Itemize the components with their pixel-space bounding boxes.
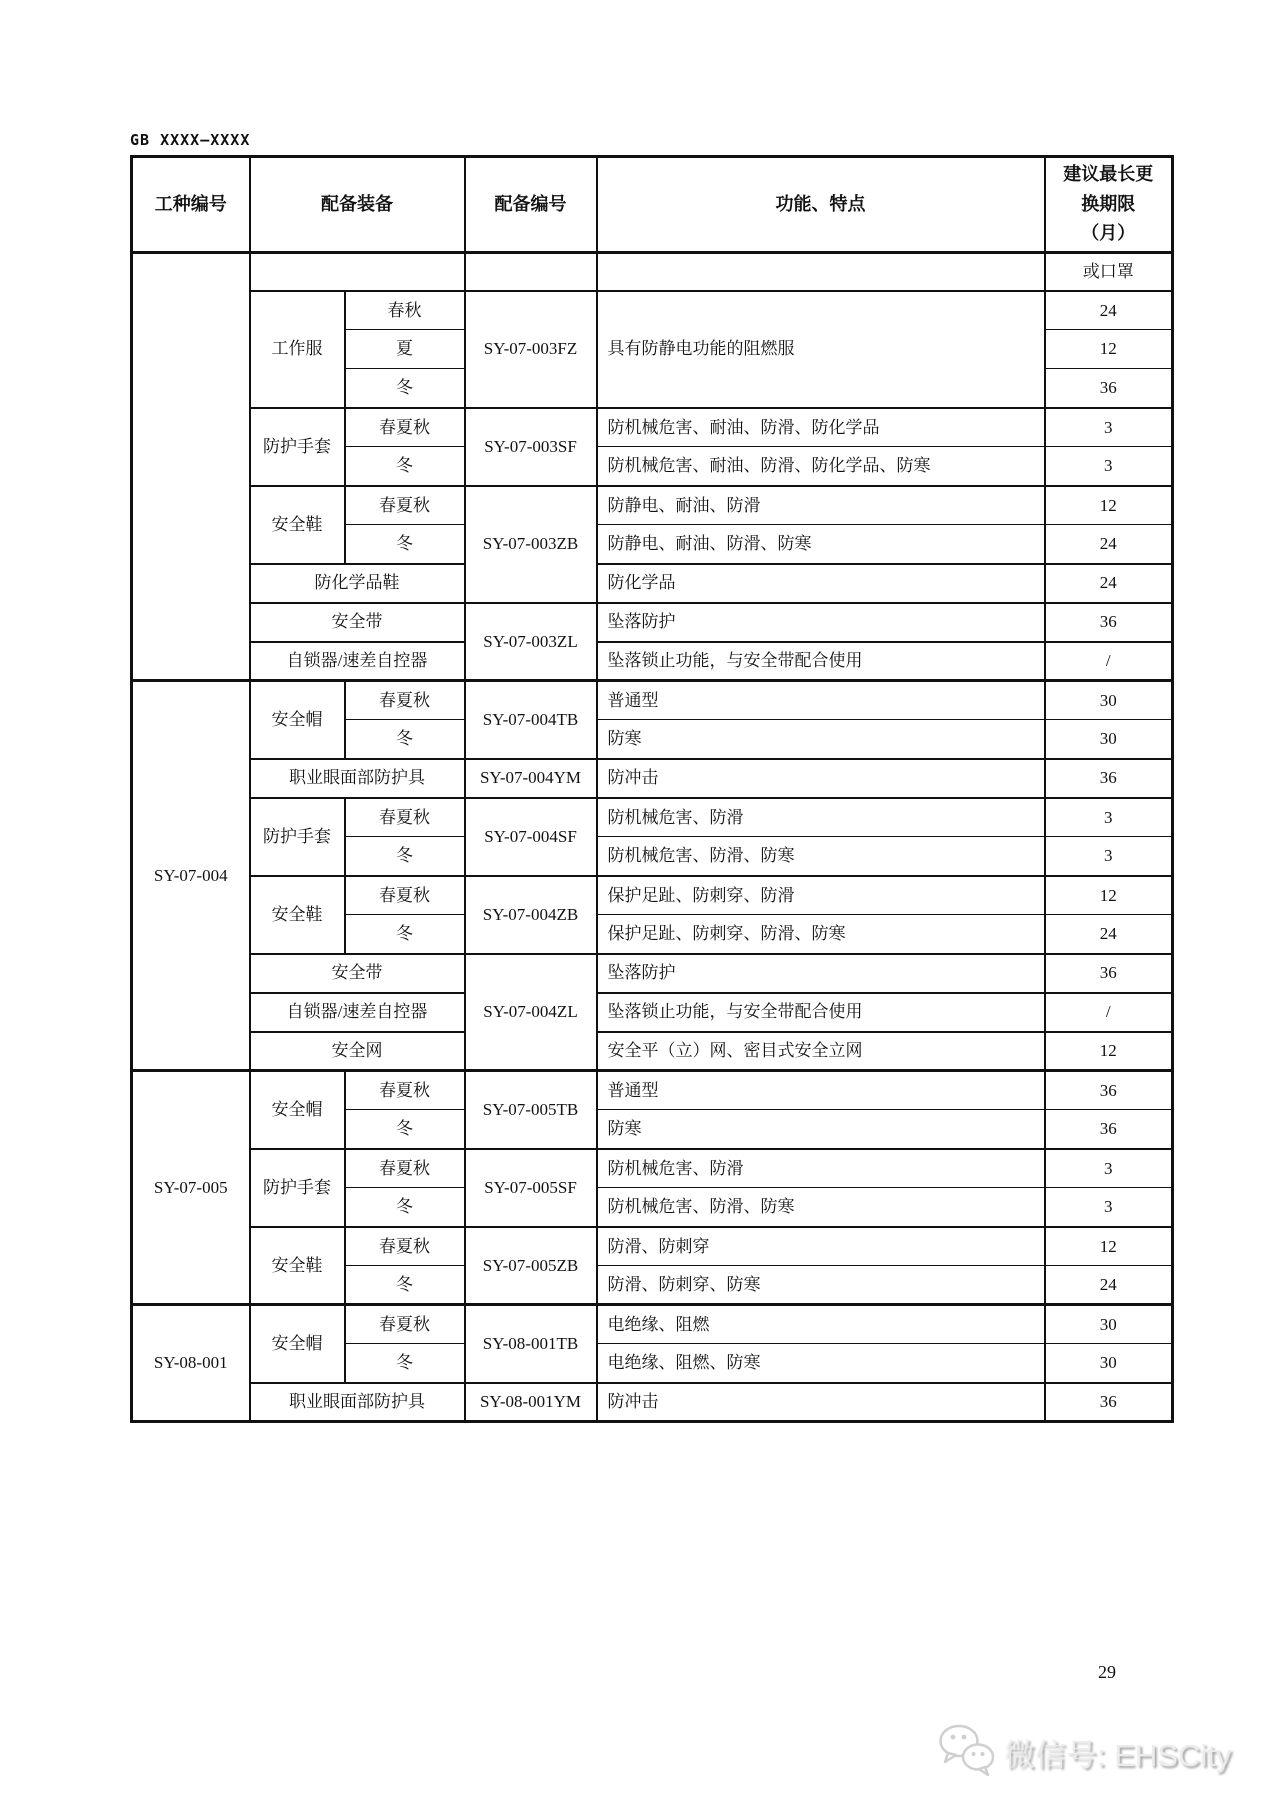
table-cell: 工作服 bbox=[250, 291, 345, 408]
table-cell: 普通型 bbox=[597, 681, 1045, 720]
table-cell: 安全帽 bbox=[250, 681, 345, 759]
table-row bbox=[132, 1149, 1173, 1188]
table-cell: 春夏秋 bbox=[345, 1071, 465, 1110]
table-row bbox=[132, 954, 1173, 993]
table-cell: SY-08-001TB bbox=[465, 1305, 597, 1383]
table-cell: 防机械危害、防滑、防寒 bbox=[597, 837, 1045, 876]
table-cell: 夏 bbox=[345, 330, 465, 369]
table-row bbox=[132, 993, 1173, 1032]
table-cell: 防机械危害、耐油、防滑、防化学品 bbox=[597, 408, 1045, 447]
table-cell: SY-07-003FZ bbox=[465, 291, 597, 408]
table-cell: 电绝缘、阻燃 bbox=[597, 1305, 1045, 1344]
table-cell: 12 bbox=[1045, 330, 1173, 369]
table-cell: 坠落锁止功能，与安全带配合使用 bbox=[597, 993, 1045, 1032]
table-cell bbox=[597, 253, 1045, 291]
table-cell: 24 bbox=[1045, 291, 1173, 330]
table-row bbox=[132, 759, 1173, 798]
watermark bbox=[936, 1720, 1256, 1784]
table-cell: 36 bbox=[1045, 954, 1173, 993]
table-cell: 保护足趾、防刺穿、防滑 bbox=[597, 876, 1045, 915]
table-cell: 24 bbox=[1045, 915, 1173, 954]
table-cell: 防寒 bbox=[597, 1110, 1045, 1149]
table-cell: 防机械危害、防滑 bbox=[597, 798, 1045, 837]
table-row bbox=[132, 681, 1173, 720]
table-cell: 防冲击 bbox=[597, 1383, 1045, 1422]
table-row bbox=[132, 1305, 1173, 1344]
table-cell: 冬 bbox=[345, 720, 465, 759]
table-cell: 安全鞋 bbox=[250, 876, 345, 954]
table-cell: 冬 bbox=[345, 447, 465, 486]
table-cell: 防护手套 bbox=[250, 798, 345, 876]
table-cell: 防滑、防刺穿、防寒 bbox=[597, 1266, 1045, 1305]
table-cell: 安全鞋 bbox=[250, 486, 345, 564]
table-cell: SY-07-004ZB bbox=[465, 876, 597, 954]
table-cell: 冬 bbox=[345, 837, 465, 876]
table-cell bbox=[250, 253, 465, 291]
table-row bbox=[132, 564, 1173, 603]
column-header: 配备编号 bbox=[465, 157, 597, 253]
table-cell bbox=[465, 253, 597, 291]
table-cell: 坠落防护 bbox=[597, 603, 1045, 642]
table-cell: 安全鞋 bbox=[250, 1227, 345, 1305]
table-cell: SY-07-005TB bbox=[465, 1071, 597, 1149]
column-header: 配备装备 bbox=[250, 157, 465, 253]
table-cell: 安全网 bbox=[250, 1032, 465, 1071]
table-cell: 保护足趾、防刺穿、防滑、防寒 bbox=[597, 915, 1045, 954]
table-cell: 冬 bbox=[345, 1188, 465, 1227]
table-cell: 24 bbox=[1045, 564, 1173, 603]
table-cell: 30 bbox=[1045, 1305, 1173, 1344]
table-cell: 36 bbox=[1045, 759, 1173, 798]
table-cell: 职业眼面部防护具 bbox=[250, 759, 465, 798]
table-cell: SY-08-001 bbox=[132, 1305, 250, 1422]
table-cell: 坠落锁止功能，与安全带配合使用 bbox=[597, 642, 1045, 681]
table-cell: 春夏秋 bbox=[345, 486, 465, 525]
table-cell: 春夏秋 bbox=[345, 408, 465, 447]
table-cell: 安全带 bbox=[250, 954, 465, 993]
table-cell: 3 bbox=[1045, 798, 1173, 837]
table-cell: 防静电、耐油、防滑 bbox=[597, 486, 1045, 525]
table-row bbox=[132, 876, 1173, 915]
table-cell bbox=[132, 253, 250, 681]
table-cell: 冬 bbox=[345, 915, 465, 954]
table-cell: 防静电、耐油、防滑、防寒 bbox=[597, 525, 1045, 564]
column-header: 工种编号 bbox=[132, 157, 250, 253]
table-header-row bbox=[132, 157, 1173, 253]
table-cell: 防化学品 bbox=[597, 564, 1045, 603]
table-cell: SY-07-005ZB bbox=[465, 1227, 597, 1305]
table-cell: 春夏秋 bbox=[345, 681, 465, 720]
table-row bbox=[132, 642, 1173, 681]
ppe-table bbox=[130, 155, 1174, 1423]
table-cell: SY-07-003SF bbox=[465, 408, 597, 486]
table-cell: 春夏秋 bbox=[345, 876, 465, 915]
table-row bbox=[132, 1383, 1173, 1422]
table-cell: 3 bbox=[1045, 1149, 1173, 1188]
table-cell: 春夏秋 bbox=[345, 798, 465, 837]
table-cell: 12 bbox=[1045, 876, 1173, 915]
table-cell: 3 bbox=[1045, 1188, 1173, 1227]
table-cell: 普通型 bbox=[597, 1071, 1045, 1110]
table-cell: SY-07-004ZL bbox=[465, 954, 597, 1071]
table-cell: 12 bbox=[1045, 1227, 1173, 1266]
column-header: 建议最长更换期限（月） bbox=[1045, 157, 1173, 253]
table-cell: SY-07-005SF bbox=[465, 1149, 597, 1227]
table-cell: SY-07-004TB bbox=[465, 681, 597, 759]
table-cell: 12 bbox=[1045, 1032, 1173, 1071]
table-cell: 安全带 bbox=[250, 603, 465, 642]
watermark-text: 微信号: EHSCity bbox=[1004, 1737, 1232, 1773]
table-cell: 坠落防护 bbox=[597, 954, 1045, 993]
table-cell: 30 bbox=[1045, 1344, 1173, 1383]
table-row bbox=[132, 1032, 1173, 1071]
table-cell: 春夏秋 bbox=[345, 1305, 465, 1344]
table-row bbox=[132, 603, 1173, 642]
table-cell: SY-07-003ZB bbox=[465, 486, 597, 603]
table-cell: 安全帽 bbox=[250, 1305, 345, 1383]
table-cell: 24 bbox=[1045, 525, 1173, 564]
wechat-icon bbox=[936, 1722, 998, 1783]
table-cell: 36 bbox=[1045, 1383, 1173, 1422]
table-cell: SY-07-003ZL bbox=[465, 603, 597, 681]
table-cell: 防护手套 bbox=[250, 408, 345, 486]
table-cell: 防机械危害、防滑 bbox=[597, 1149, 1045, 1188]
table-cell: 职业眼面部防护具 bbox=[250, 1383, 465, 1422]
table-cell: 自锁器/速差自控器 bbox=[250, 642, 465, 681]
table-cell: 具有防静电功能的阻燃服 bbox=[597, 291, 1045, 408]
table-row bbox=[132, 1227, 1173, 1266]
table-cell: 36 bbox=[1045, 1071, 1173, 1110]
table-cell: 3 bbox=[1045, 408, 1173, 447]
table-row bbox=[132, 253, 1173, 291]
table-cell: 36 bbox=[1045, 369, 1173, 408]
table-row bbox=[132, 408, 1173, 447]
table-cell: SY-07-004SF bbox=[465, 798, 597, 876]
table-cell: 防寒 bbox=[597, 720, 1045, 759]
table-cell: 30 bbox=[1045, 720, 1173, 759]
table-cell: 电绝缘、阻燃、防寒 bbox=[597, 1344, 1045, 1383]
table-cell: 冬 bbox=[345, 1344, 465, 1383]
table-cell: 安全平（立）网、密目式安全立网 bbox=[597, 1032, 1045, 1071]
table-cell: 36 bbox=[1045, 1110, 1173, 1149]
table-cell: 防机械危害、耐油、防滑、防化学品、防寒 bbox=[597, 447, 1045, 486]
table-cell: 防机械危害、防滑、防寒 bbox=[597, 1188, 1045, 1227]
table-cell: 春夏秋 bbox=[345, 1227, 465, 1266]
table-row bbox=[132, 1071, 1173, 1110]
doc-code: GB XXXX—XXXX bbox=[130, 131, 251, 149]
table-body bbox=[132, 253, 1173, 1422]
table-cell: 安全帽 bbox=[250, 1071, 345, 1149]
table-cell: 24 bbox=[1045, 1266, 1173, 1305]
table-row bbox=[132, 486, 1173, 525]
table-cell: 防化学品鞋 bbox=[250, 564, 465, 603]
table-cell: 冬 bbox=[345, 1266, 465, 1305]
table-row bbox=[132, 798, 1173, 837]
table-cell: / bbox=[1045, 993, 1173, 1032]
table-cell: SY-07-004YM bbox=[465, 759, 597, 798]
table-cell: 3 bbox=[1045, 837, 1173, 876]
table-cell: / bbox=[1045, 642, 1173, 681]
table-cell: 春夏秋 bbox=[345, 1149, 465, 1188]
table-cell: 防冲击 bbox=[597, 759, 1045, 798]
table-cell: 或口罩 bbox=[1045, 253, 1173, 291]
column-header: 功能、特点 bbox=[597, 157, 1045, 253]
table-cell: SY-07-004 bbox=[132, 681, 250, 1071]
table-cell: 30 bbox=[1045, 681, 1173, 720]
table-cell: 3 bbox=[1045, 447, 1173, 486]
table-cell: 冬 bbox=[345, 525, 465, 564]
table-cell: SY-08-001YM bbox=[465, 1383, 597, 1422]
table-cell: 冬 bbox=[345, 369, 465, 408]
table-cell: 春秋 bbox=[345, 291, 465, 330]
table-cell: 防滑、防刺穿 bbox=[597, 1227, 1045, 1266]
table-cell: SY-07-005 bbox=[132, 1071, 250, 1305]
table-cell: 36 bbox=[1045, 603, 1173, 642]
table-cell: 自锁器/速差自控器 bbox=[250, 993, 465, 1032]
table-row bbox=[132, 291, 1173, 330]
table-cell: 12 bbox=[1045, 486, 1173, 525]
table-cell: 防护手套 bbox=[250, 1149, 345, 1227]
table-cell: 冬 bbox=[345, 1110, 465, 1149]
page-number: 29 bbox=[1098, 1662, 1116, 1682]
